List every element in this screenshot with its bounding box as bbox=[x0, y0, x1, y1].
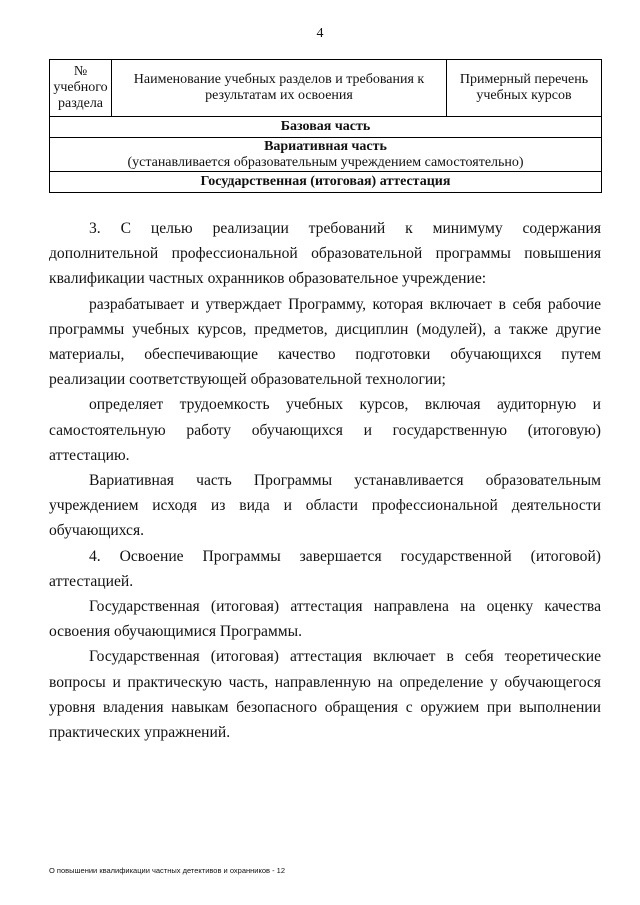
paragraph: определяет трудоемкость учебных курсов, включая аудиторную и самостоятельную работу обучающихся и государственную (итоговую) аттестацию. bbox=[49, 396, 601, 464]
table-row bbox=[50, 172, 602, 193]
paragraph: Вариативная часть Программы устанавливается образовательным учреждением исходя из вида и области профессиональной деятельности обучающихся. bbox=[49, 472, 601, 540]
variative-part-label: Вариативная часть bbox=[264, 138, 387, 154]
paragraph: разрабатывает и утверждает Программу, которая включает в себя рабочие программы учебных курсов, предметов, дисциплин (модулей), а также другие материалы, обеспечивающие качество подготовки обучающихся путем реализации соответствующей образовательной технологии; bbox=[49, 295, 601, 389]
paragraph: 4. Освоение Программы завершается государственной (итоговой) аттестацией. bbox=[49, 547, 601, 590]
variative-part-cell bbox=[50, 138, 602, 172]
paragraph: Государственная (итоговая) аттестация направлена на оценку качества освоения обучающимися Программы. bbox=[49, 598, 601, 641]
paragraph: 3. С целью реализации требований к минимуму содержания дополнительной профессиональной образовательной программы повышения квалификации частных охранников образовательное учреждение: bbox=[49, 220, 601, 288]
table-row bbox=[50, 138, 602, 172]
table-header-row bbox=[50, 60, 602, 117]
attestation-label: Государственная (итоговая) аттестация bbox=[50, 172, 602, 193]
header-section-name: Наименование учебных разделов и требования к результатам их освоения bbox=[112, 60, 447, 117]
base-part-label: Базовая часть bbox=[50, 117, 602, 138]
curriculum-table bbox=[49, 59, 602, 193]
header-section-number: № учебного раздела bbox=[50, 60, 112, 117]
header-course-list: Примерный перечень учебных курсов bbox=[447, 60, 602, 117]
page-number: 4 bbox=[316, 26, 324, 41]
paragraph: Государственная (итоговая) аттестация включает в себя теоретические вопросы и практическую часть, направленную на определение у обучающегося уровня владения навыкам безопасного обращения с оружием при выполнении практических упражнений. bbox=[49, 648, 601, 742]
document-body bbox=[49, 216, 601, 745]
variative-part-note: (устанавливается образовательным учреждением самостоятельно) bbox=[127, 154, 524, 170]
table-row bbox=[50, 117, 602, 138]
document-footer: О повышении квалификации частных детективов и охранников - 12 bbox=[49, 866, 286, 875]
